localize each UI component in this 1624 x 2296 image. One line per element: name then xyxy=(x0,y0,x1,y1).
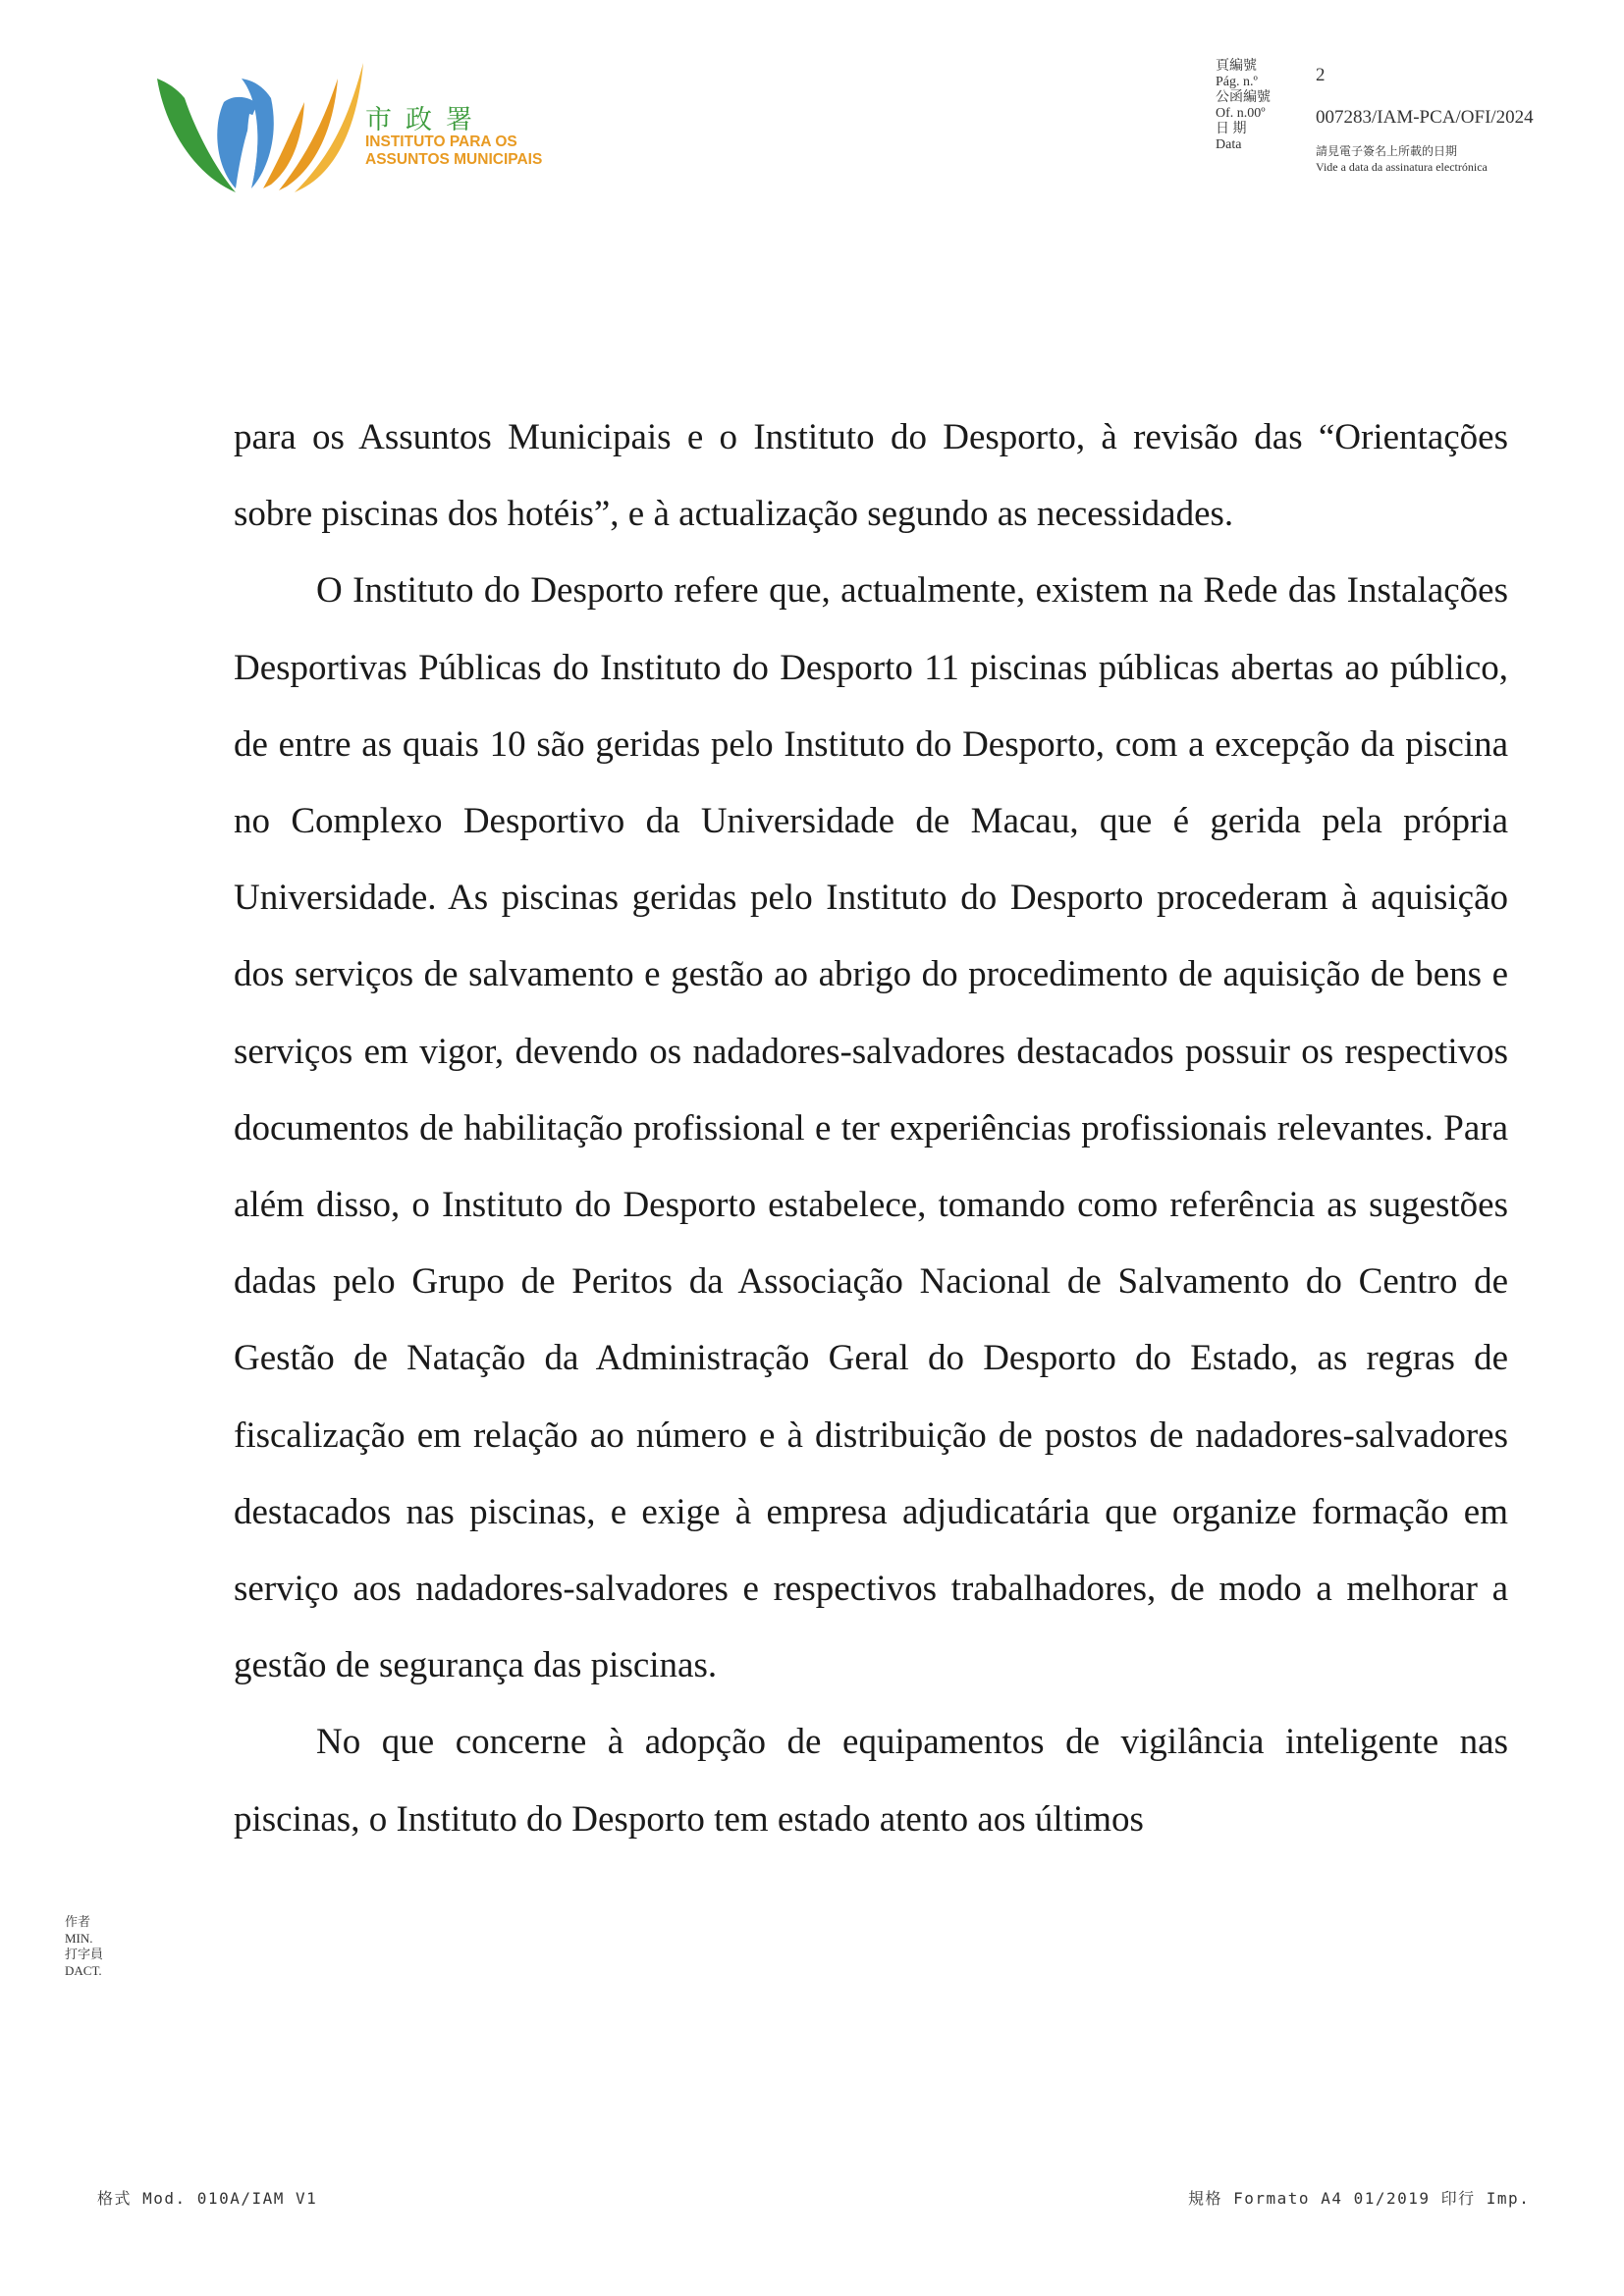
header-labels xyxy=(1216,59,1271,153)
side-note-line: MIN. xyxy=(65,1930,93,1946)
label-ref-zh: 公函編號 xyxy=(1216,90,1271,105)
footer-form-model: 格式 Mod. 010A/IAM V1 xyxy=(97,2189,318,2208)
date-note-pt: Vide a data da assinatura electrónica xyxy=(1316,160,1488,174)
side-note-line: DACT. xyxy=(65,1962,102,1978)
logo-pt-line2: ASSUNTOS MUNICIPAIS xyxy=(365,151,543,168)
iam-emblem-icon xyxy=(155,59,366,196)
logo-chinese-name: 市政署 xyxy=(365,105,486,135)
side-note-line: 作者 xyxy=(65,1914,91,1929)
body-paragraph: No que concerne à adopção de equipamentos de vigilância inteligente nas piscinas, o Instituto do Desporto tem estado atento aos últimos xyxy=(234,1722,1508,1840)
label-ref-pt: Of. n.00º xyxy=(1216,106,1266,121)
logo-pt-line1: INSTITUTO PARA OS xyxy=(365,133,517,150)
side-note-line: 打字員 xyxy=(65,1947,104,1961)
footer-format-print: 規格 Formato A4 01/2019 印行 Imp. xyxy=(1188,2189,1531,2208)
reference-number: 007283/IAM-PCA/OFI/2024 xyxy=(1316,107,1534,128)
label-page-pt: Pág. n.º xyxy=(1216,75,1258,89)
label-page-zh: 頁編號 xyxy=(1216,59,1257,74)
letter-body xyxy=(234,400,1508,1858)
logo-portuguese-name xyxy=(365,133,542,169)
label-date-pt: Data xyxy=(1216,137,1242,152)
body-paragraph-continuation: para os Assuntos Municipais e o Instituto do Desporto, à revisão das “Orientações sobre piscinas dos hotéis”, e à actualização segundo as necessidades. xyxy=(234,417,1508,535)
page-number: 2 xyxy=(1316,65,1326,85)
body-paragraph: O Instituto do Desporto refere que, actualmente, existem na Rede das Instalações Desportivas Públicas do Instituto do Desporto 11 piscinas públicas abertas ao público, de entre as quais 10 são geridas pelo Instituto do Desporto, com a excepção da piscina no Complexo Desportivo da Universidade de Macau, que é gerida pela própria Universidade. As piscinas geridas pelo Instituto do Desporto procederam à aquisição dos serviços de salvamento e gestão ao abrigo do procedimento de aquisição de bens e serviços em vigor, devendo os nadadores-salvadores destacados possuir os respectivos documentos de habilitação profissional e ter experiências profissionais relevantes. Para além disso, o Instituto do Desporto estabelece, tomando como referência as sugestões dadas pelo Grupo de Peritos da Associação Nacional de Salvamento do Centro de Gestão de Natação da Administração Geral do Desporto do Estado, as regras de fiscalização em relação ao número e à distribuição de postos de nadadores-salvadores destacados nas piscinas, e exige à empresa adjudicatária que organize formação em serviço aos nadadores-salvadores e respectivos trabalhadores, de modo a melhorar a gestão de segurança das piscinas. xyxy=(234,570,1508,1686)
iam-logo xyxy=(155,59,568,196)
date-note-zh: 請見電子簽名上所載的日期 xyxy=(1316,144,1458,158)
label-date-zh: 日 期 xyxy=(1216,122,1247,136)
author-typist-note xyxy=(65,1914,103,1979)
